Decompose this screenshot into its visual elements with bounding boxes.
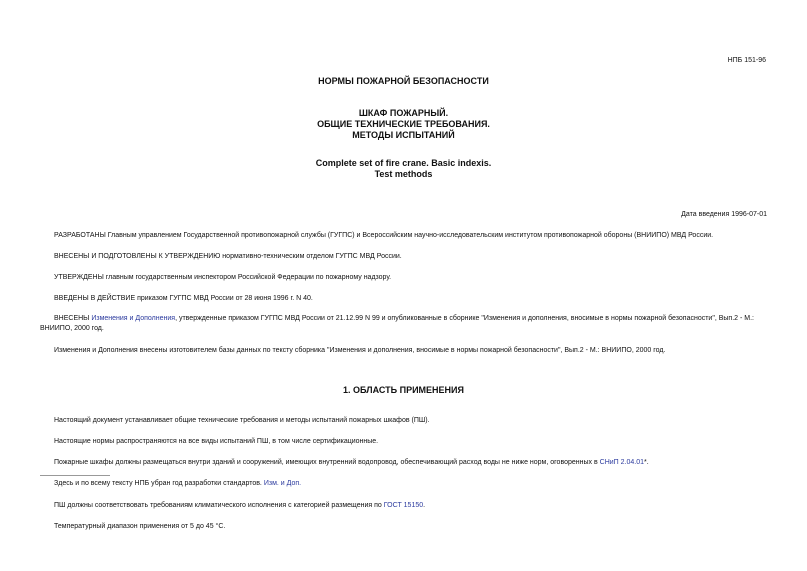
section-heading: 1. ОБЛАСТЬ ПРИМЕНЕНИЯ: [343, 385, 464, 395]
paragraph-keyword: ВВЕДЕНЫ В ДЕЙСТВИЕ: [54, 295, 136, 302]
document-title-english: [0, 158, 807, 180]
paragraph-amendments-note: Изменения и Дополнения внесены изготовителем базы данных по тексту сборника "Изменения и дополнения, вносимые в нормы пожарной безопасности", Вып.2 - М.: ВНИИПО, 2000 год.: [54, 347, 666, 354]
paragraph-text: .: [423, 502, 426, 509]
amendments-short-link[interactable]: Изм. и Доп.: [263, 480, 302, 487]
document-title: [0, 108, 807, 141]
scope-paragraph: Настоящие нормы распространяются на все виды испытаний ПШ, в том числе сертификационные.: [54, 438, 379, 445]
paragraph-amendments: [40, 314, 768, 334]
scope-paragraph: [40, 501, 782, 511]
title-en-line: Test methods: [374, 169, 433, 179]
footnote-divider: [40, 475, 110, 476]
snip-link[interactable]: СНиП 2.04.01: [599, 459, 644, 466]
paragraph-text: *.: [644, 459, 649, 466]
paragraph-keyword: РАЗРАБОТАНЫ: [54, 232, 106, 239]
document-code: НПБ 151-96: [727, 57, 766, 64]
paragraph-text: главным государственным инспектором Российской Федерации по пожарному надзору.: [103, 274, 392, 281]
scope-paragraph: [40, 458, 782, 468]
title-en-line: Complete set of fire crane. Basic indexis.: [315, 158, 492, 168]
paragraph-text: Главным управлением Государственной противопожарной службы (ГУГПС) и Всероссийским научно-исследовательским институтом противопожарной обороны (ВНИИПО) МВД России.: [105, 232, 714, 239]
paragraph-text: ПШ должны соответствовать требованиям климатического исполнения с категорией размещения по: [54, 502, 384, 509]
amendments-link[interactable]: Изменения и Дополнения: [91, 315, 176, 322]
paragraph-text: нормативно-техническим отделом ГУГПС МВД России.: [220, 253, 402, 260]
title-line: ОБЩИЕ ТЕХНИЧЕСКИЕ ТРЕБОВАНИЯ.: [317, 119, 490, 129]
paragraph-approved: [40, 273, 782, 283]
title-line: ШКАФ ПОЖАРНЫЙ.: [358, 108, 449, 118]
paragraph-keyword: ВНЕСЕНЫ И ПОДГОТОВЛЕНЫ К УТВЕРЖДЕНИЮ: [54, 253, 221, 260]
paragraph-text: , утвержденные приказом ГУГПС МВД России от 21.12.99 N 99 и опубликованные в сборнике "Изменения и дополнения, вносимые в нормы пожарной безопасности", Вып.2 - М.: ВНИИПО, 2000 год.: [40, 315, 754, 332]
scope-paragraph: Температурный диапазон применения от 5 до 45 °С.: [54, 523, 226, 530]
scope-paragraph: Настоящий документ устанавливает общие технические требования и методы испытаний пожарных шкафов (ПШ).: [54, 417, 430, 424]
introduction-date: Дата введения 1996-07-01: [681, 211, 767, 218]
paragraph-text: Пожарные шкафы должны размещаться внутри зданий и сооружений, имеющих внутренний водопровод, обеспечивающий расход воды не ниже норм, оговоренных в: [54, 459, 600, 466]
footnote: [40, 479, 782, 489]
document-type-title: НОРМЫ ПОЖАРНОЙ БЕЗОПАСНОСТИ: [318, 76, 489, 86]
gost-link[interactable]: ГОСТ 15150: [383, 502, 424, 509]
title-line: МЕТОДЫ ИСПЫТАНИЙ: [352, 130, 455, 140]
footnote-text: Здесь и по всему тексту НПБ убран год разработки стандартов.: [54, 480, 264, 487]
paragraph-submitted: [40, 252, 782, 262]
paragraph-enacted: [40, 294, 782, 304]
paragraph-text: приказом ГУГПС МВД России от 28 июня 1996 г. N 40.: [135, 295, 313, 302]
paragraph-keyword: УТВЕРЖДЕНЫ: [54, 274, 104, 281]
paragraph-keyword: ВНЕСЕНЫ: [54, 315, 90, 322]
paragraph-developed: [40, 231, 782, 241]
